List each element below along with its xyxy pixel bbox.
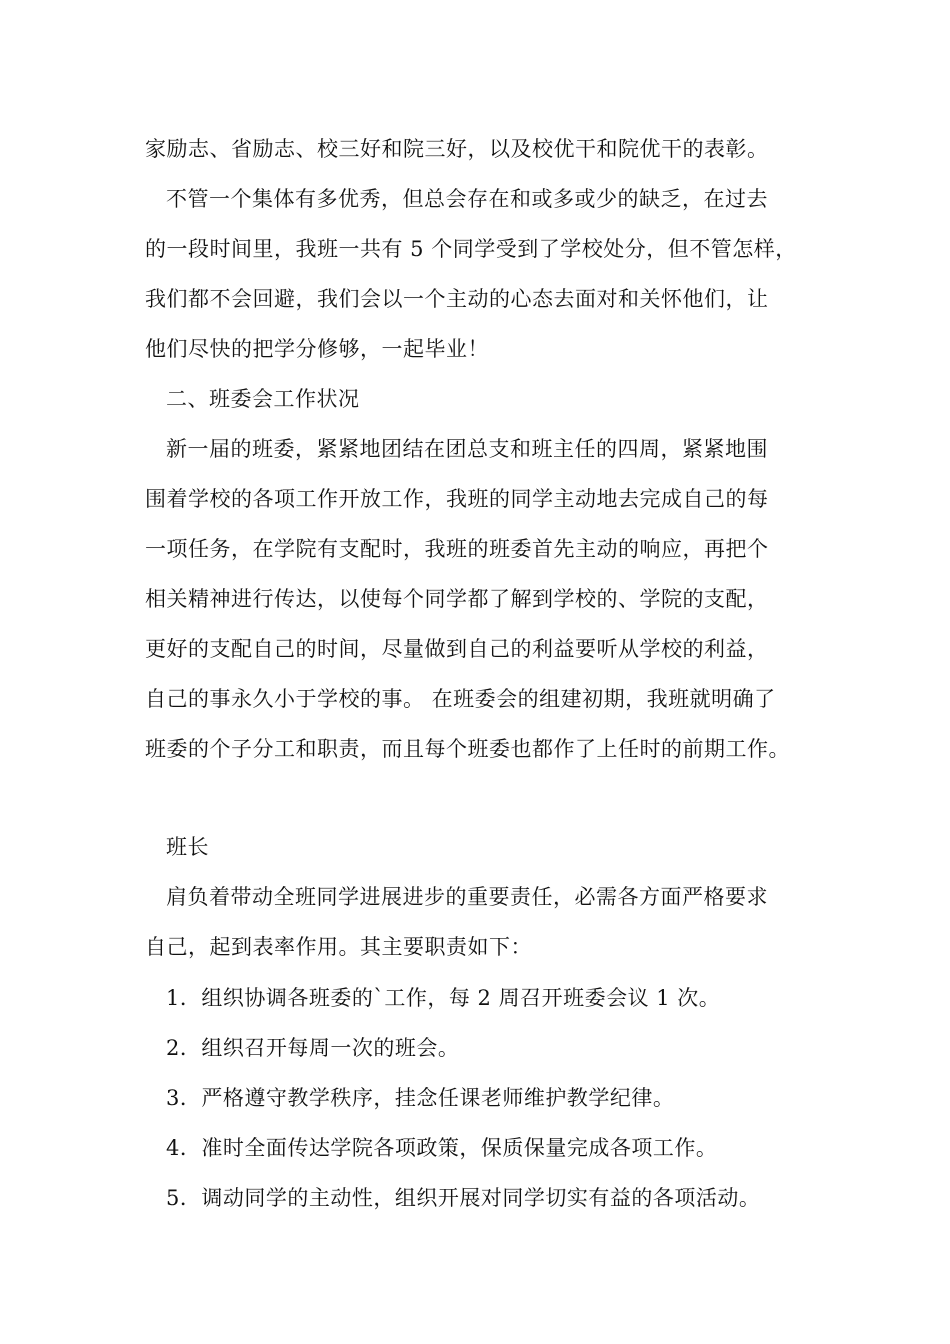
- list-item: 2．组织召开每周一次的班会。: [166, 1036, 460, 1060]
- paragraph-line: 自己的事永久小于学校的事。 在班委会的组建初期，我班就明确了: [145, 687, 776, 711]
- paragraph-line: 相关精神进行传达，以使每个同学都了解到学校的、学院的支配，: [145, 587, 769, 611]
- sub-heading: 班长: [166, 835, 209, 859]
- paragraph-line: 家励志、省励志、校三好和院三好，以及校优干和院优干的表彰。: [145, 137, 769, 161]
- list-item: 3．严格遵守教学秩序，挂念任课老师维护教学纪律。: [166, 1086, 675, 1110]
- paragraph-line: 班委的个子分工和职责，而且每个班委也都作了上任时的前期工作。: [145, 737, 790, 761]
- paragraph-line: 肩负着带动全班同学进展进步的重要责任，必需各方面严格要求: [166, 885, 768, 909]
- list-item: 1．组织协调各班委的`工作，每 2 周召开班委会议 1 次。: [166, 986, 721, 1010]
- paragraph-line: 围着学校的各项工作开放工作，我班的同学主动地去完成自己的每: [145, 487, 769, 511]
- section-heading: 二、班委会工作状况: [166, 387, 360, 411]
- paragraph-line: 的一段时间里，我班一共有 5 个同学受到了学校处分，但不管怎样，: [145, 237, 797, 261]
- paragraph-line: 他们尽快的把学分修够，一起毕业！: [145, 337, 489, 361]
- list-item: 4．准时全面传达学院各项政策，保质保量完成各项工作。: [166, 1136, 718, 1160]
- list-item: 5．调动同学的主动性，组织开展对同学切实有益的各项活动。: [166, 1186, 761, 1210]
- paragraph-line: 更好的支配自己的时间，尽量做到自己的利益要听从学校的利益，: [145, 637, 769, 661]
- paragraph-line: 自己，起到表率作用。其主要职责如下：: [145, 935, 532, 959]
- paragraph-line: 我们都不会回避，我们会以一个主动的心态去面对和关怀他们，让: [145, 287, 769, 311]
- paragraph-line: 不管一个集体有多优秀，但总会存在和或多或少的缺乏，在过去: [166, 187, 768, 211]
- paragraph-line: 一项任务，在学院有支配时，我班的班委首先主动的响应，再把个: [145, 537, 769, 561]
- paragraph-line: 新一届的班委，紧紧地团结在团总支和班主任的四周，紧紧地围: [166, 437, 768, 461]
